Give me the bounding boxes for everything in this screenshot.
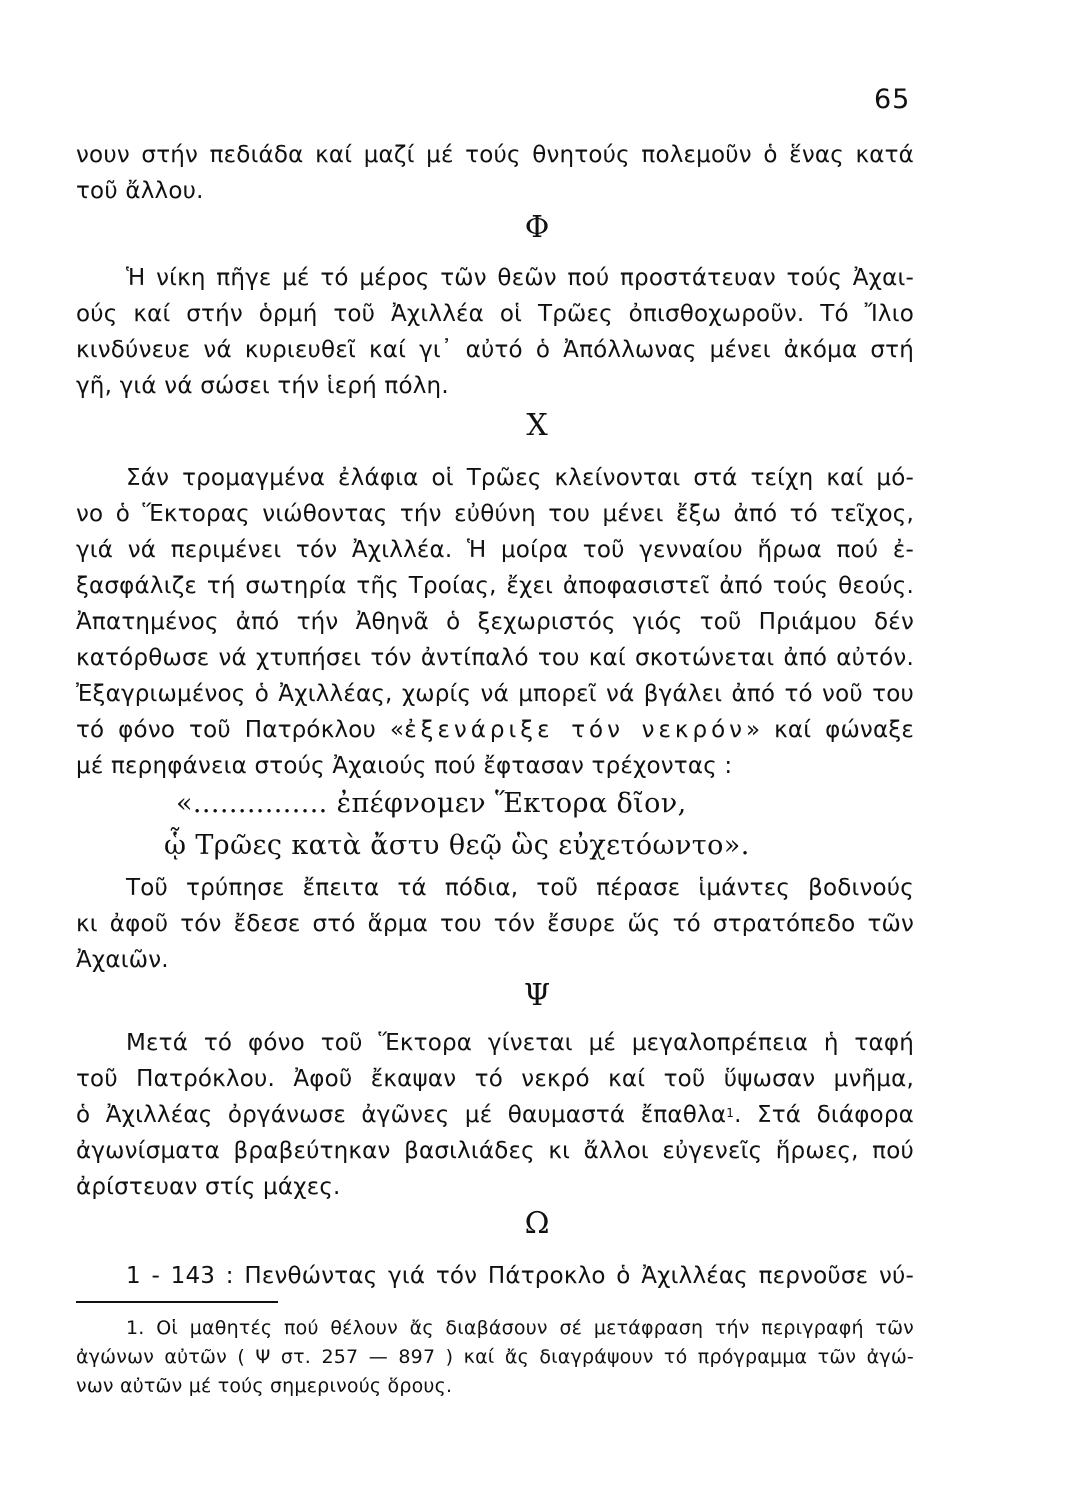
text-line: ἀρίστευαν στίς μάχες. xyxy=(76,1174,341,1200)
section-heading-chi: Χ xyxy=(526,408,548,443)
text-line: ἀγωνίσματα βραβεύτηκαν βασιλιάδες κι ἄλλοι εὐγενεῖς ἥρωες, πού xyxy=(76,1138,914,1164)
text-line: Ἐξαγριωμένος ὁ Ἀχιλλέας, χωρίς νά μπορεῖ νά βγάλει ἀπό τό νοῦ του xyxy=(76,681,914,707)
homeric-verse-2: ᾧ Τρῶες κατὰ ἄστυ θεῷ ὣς εὐχετόωντο». xyxy=(164,830,750,861)
text-line: Ἀπατημένος ἀπό τήν Ἀθηνᾶ ὁ ξεχωριστός γιός τοῦ Πριάμου δέν xyxy=(76,609,914,635)
section-heading-omega: Ω xyxy=(524,1206,550,1241)
text-span: τό φόνο τοῦ Πατρόκλου « xyxy=(76,717,405,743)
greek-quote-spaced: ἐξενάριξε τόν νεκρόν xyxy=(404,717,746,743)
text-line: Μετά τό φόνο τοῦ Ἕκτορα γίνεται μέ μεγαλοπρέπεια ἡ ταφή xyxy=(126,1030,914,1056)
text-span: ὁ Ἀχιλλέας ὀργάνωσε ἀγῶνες μέ θαυμαστά ἔπαθλα xyxy=(76,1102,727,1128)
section-heading-phi: Φ xyxy=(524,210,550,245)
text-line: τοῦ Πατρόκλου. Ἀφοῦ ἔκαψαν τό νεκρό καί τοῦ ὕψωσαν μνῆμα, xyxy=(76,1066,914,1092)
text-line: τοῦ ἄλλου. xyxy=(76,178,204,204)
text-span: . Στά διάφορα xyxy=(734,1102,914,1128)
text-line: Σάν τρομαγμένα ἐλάφια οἱ Τρῶες κλείνονται στά τείχη καί μό- xyxy=(126,465,914,491)
text-line: νο ὁ Ἕκτορας νιώθοντας τήν εὐθύνη του μένει ἔξω ἀπό τό τεῖχος, xyxy=(76,501,914,527)
text-line: κινδύνευε νά κυριευθεῖ καί γι᾿ αὐτό ὁ Ἀπόλλωνας μένει ἀκόμα στή xyxy=(76,337,914,363)
chi-paragraph xyxy=(76,460,914,784)
chi-paragraph-continued xyxy=(76,870,914,978)
text-line: Ἡ νίκη πῆγε μέ τό μέρος τῶν θεῶν πού προστάτευαν τούς Ἀχαι- xyxy=(126,265,914,291)
text-line: Ἀχαιῶν. xyxy=(76,947,169,973)
text-line-with-footnote-ref xyxy=(76,1097,914,1133)
page-number: 65 xyxy=(874,84,911,115)
section-heading-psi: Ψ xyxy=(523,978,551,1013)
text-line: μέ περηφάνεια στούς Ἀχαιούς πού ἔφτασαν τρέχοντας : xyxy=(76,753,733,779)
intro-paragraph xyxy=(76,137,914,209)
text-line-with-quote xyxy=(76,712,914,748)
text-line: ξασφάλιζε τή σωτηρία τῆς Τροίας, ἔχει ἀποφασιστεῖ ἀπό τούς θεούς. xyxy=(76,573,914,599)
footnote-line: 1. Οἱ μαθητές πού θέλουν ἄς διαβάσουν σέ μετάφραση τήν περιγραφή τῶν xyxy=(126,1317,914,1339)
text-line: κατόρθωσε νά χτυπήσει τόν ἀντίπαλό του καί σκοτώνεται ἀπό αὐτόν. xyxy=(76,645,914,671)
footnote-line: ἀγώνων αὐτῶν ( Ψ στ. 257 — 897 ) καί ἄς διαγράψουν τό πρόγραμμα τῶν ἀγώ- xyxy=(76,1346,914,1368)
text-line: νουν στήν πεδιάδα καί μαζί μέ τούς θνητούς πολεμοῦν ὁ ἕνας κατά xyxy=(76,142,914,168)
text-line: 1 - 143 : Πενθώντας γιά τόν Πάτροκλο ὁ Ἀχιλλέας περνοῦσε νύ- xyxy=(126,1263,914,1289)
text-line: γιά νά περιμένει τόν Ἀχιλλέα. Ἡ μοίρα τοῦ γενναίου ἥρωα πού ἐ- xyxy=(76,537,914,563)
footnote-divider xyxy=(76,1301,278,1303)
psi-paragraph xyxy=(76,1025,914,1205)
text-line: Τοῦ τρύπησε ἔπειτα τά πόδια, τοῦ πέρασε ἱμάντες βοδινούς xyxy=(126,875,914,901)
omega-paragraph xyxy=(76,1258,914,1294)
footnote-line: νων αὐτῶν μέ τούς σημερινούς ὅρους. xyxy=(76,1375,453,1397)
text-span: » καί φώναξε xyxy=(745,717,914,743)
footnote-reference: 1 xyxy=(726,1106,735,1120)
phi-paragraph xyxy=(76,260,914,404)
text-line: ούς καί στήν ὁρμή τοῦ Ἀχιλλέα οἱ Τρῶες ὀπισθοχωροῦν. Τό Ἴλιο xyxy=(76,301,914,327)
text-line: κι ἀφοῦ τόν ἔδεσε στό ἅρμα του τόν ἔσυρε ὥς τό στρατόπεδο τῶν xyxy=(76,911,914,937)
text-line: γῆ, γιά νά σώσει τήν ἱερή πόλη. xyxy=(76,373,449,399)
footnote xyxy=(76,1314,914,1401)
homeric-verse-1: «............... ἐπέφνομεν Ἕκτορα δῖον, xyxy=(176,788,687,819)
